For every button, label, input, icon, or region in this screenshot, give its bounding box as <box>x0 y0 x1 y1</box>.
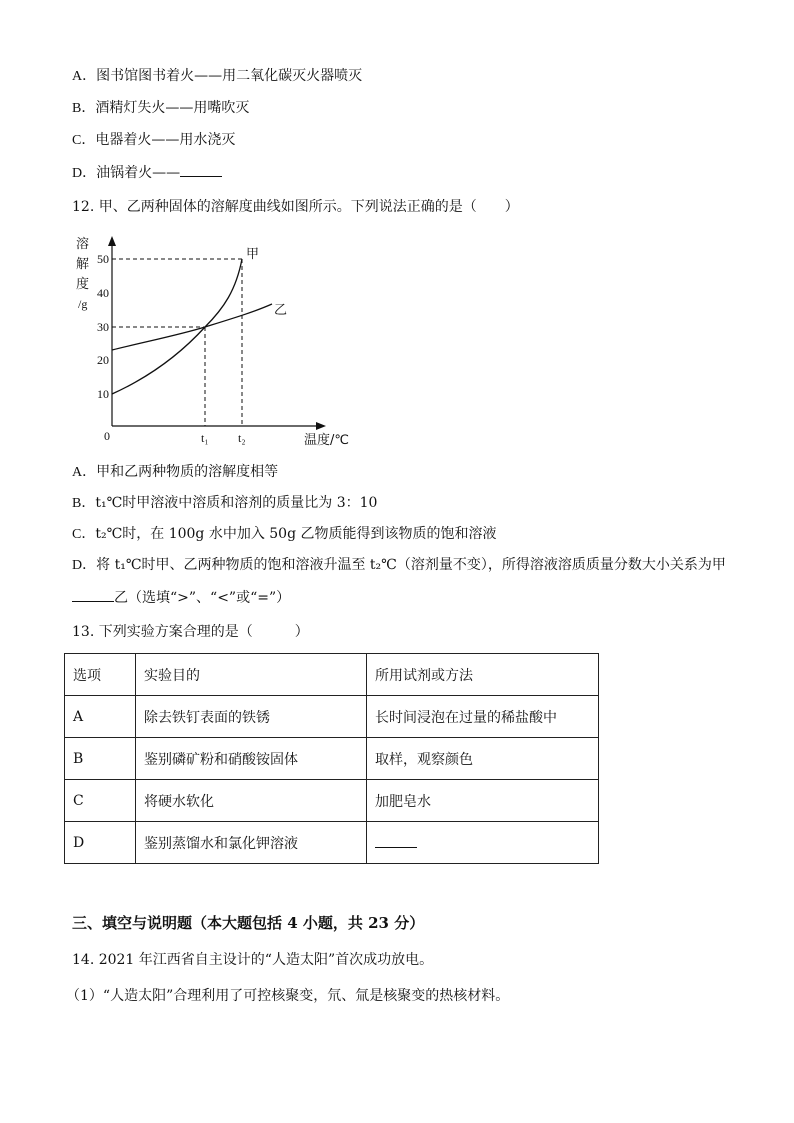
section-title: 三、填空与说明题（本大题包括 4 小题，共 23 分） <box>72 914 425 932</box>
y-tick-10: 10 <box>97 387 109 401</box>
answer-blank[interactable] <box>72 587 114 602</box>
q11-option-c: C．电器着火——用水浇灭 <box>72 132 236 148</box>
series-yi-label: 乙 <box>274 303 288 318</box>
x-tick-t1: t₁ <box>201 431 209 445</box>
table-cell: 取样，观察颜色 <box>367 738 599 780</box>
y-label-3: 度 <box>76 277 90 292</box>
y-label-2: 解 <box>76 257 90 272</box>
origin-label: 0 <box>104 429 110 443</box>
table-header: 实验目的 <box>136 654 367 696</box>
q12-stem: 12. 甲、乙两种固体的溶解度曲线如图所示。下列说法正确的是（ ） <box>72 199 519 215</box>
y-tick-50: 50 <box>97 252 109 266</box>
answer-blank[interactable] <box>375 833 417 848</box>
y-tick-30: 30 <box>97 320 109 334</box>
table-row <box>65 696 599 738</box>
x-tick-t2: t₂ <box>238 431 246 445</box>
table-cell: 将硬水软化 <box>136 780 367 822</box>
table-cell: C <box>65 780 136 822</box>
q14-stem: 14. 2021 年江西省自主设计的“人造太阳”首次成功放电。 <box>72 952 434 968</box>
solubility-chart <box>64 230 364 450</box>
q14-sub1: （1）“人造太阳”合理利用了可控核聚变，氘、氚是核聚变的热核材料。 <box>66 988 510 1004</box>
q11-option-b: B．酒精灯失火——用嘴吹灭 <box>72 100 250 116</box>
table-cell: 加肥皂水 <box>367 780 599 822</box>
table-row <box>65 780 599 822</box>
q12-option-d: D．将 t₁℃时甲、乙两种物质的饱和溶液升温至 t₂℃（溶剂量不变），所得溶液溶质质量分数大小关系为甲 <box>72 557 726 573</box>
series-jia-label: 甲 <box>246 247 260 262</box>
table-cell: A <box>65 696 136 738</box>
table-cell: D <box>65 822 136 864</box>
table-cell <box>367 822 599 864</box>
q11-option-a: A．图书馆图书着火——用二氧化碳灭火器喷灭 <box>72 68 363 84</box>
q12-option-d-cont: 乙（选填“>”、“<”或“=”） <box>72 587 290 608</box>
y-tick-40: 40 <box>97 286 109 300</box>
experiment-table <box>64 653 599 864</box>
answer-blank[interactable] <box>180 162 222 177</box>
y-label-4: /g <box>78 297 88 311</box>
table-header: 所用试剂或方法 <box>367 654 599 696</box>
x-axis-label: 温度/℃ <box>304 433 349 448</box>
q12-option-b: B．t₁℃时甲溶液中溶质和溶剂的质量比为 3：10 <box>72 495 378 511</box>
y-label-1: 溶 <box>76 237 90 252</box>
table-cell: 长时间浸泡在过量的稀盐酸中 <box>367 696 599 738</box>
table-cell: 鉴别蒸馏水和氯化钾溶液 <box>136 822 367 864</box>
table-row <box>65 738 599 780</box>
q12-option-c: C．t₂℃时，在 100g 水中加入 50g 乙物质能得到该物质的饱和溶液 <box>72 526 497 542</box>
table-header: 选项 <box>65 654 136 696</box>
table-row <box>65 822 599 864</box>
table-cell: 除去铁钉表面的铁锈 <box>136 696 367 738</box>
table-cell: B <box>65 738 136 780</box>
table-cell: 鉴别磷矿粉和硝酸铵固体 <box>136 738 367 780</box>
q12-option-a: A．甲和乙两种物质的溶解度相等 <box>72 464 279 480</box>
table-header-row <box>65 654 599 696</box>
y-axis-arrow <box>108 236 116 246</box>
y-tick-20: 20 <box>97 353 109 367</box>
q11-option-d: D．油锅着火—— <box>72 162 222 184</box>
x-axis-arrow <box>316 422 326 430</box>
q13-stem: 13. 下列实验方案合理的是（ ） <box>72 624 309 640</box>
